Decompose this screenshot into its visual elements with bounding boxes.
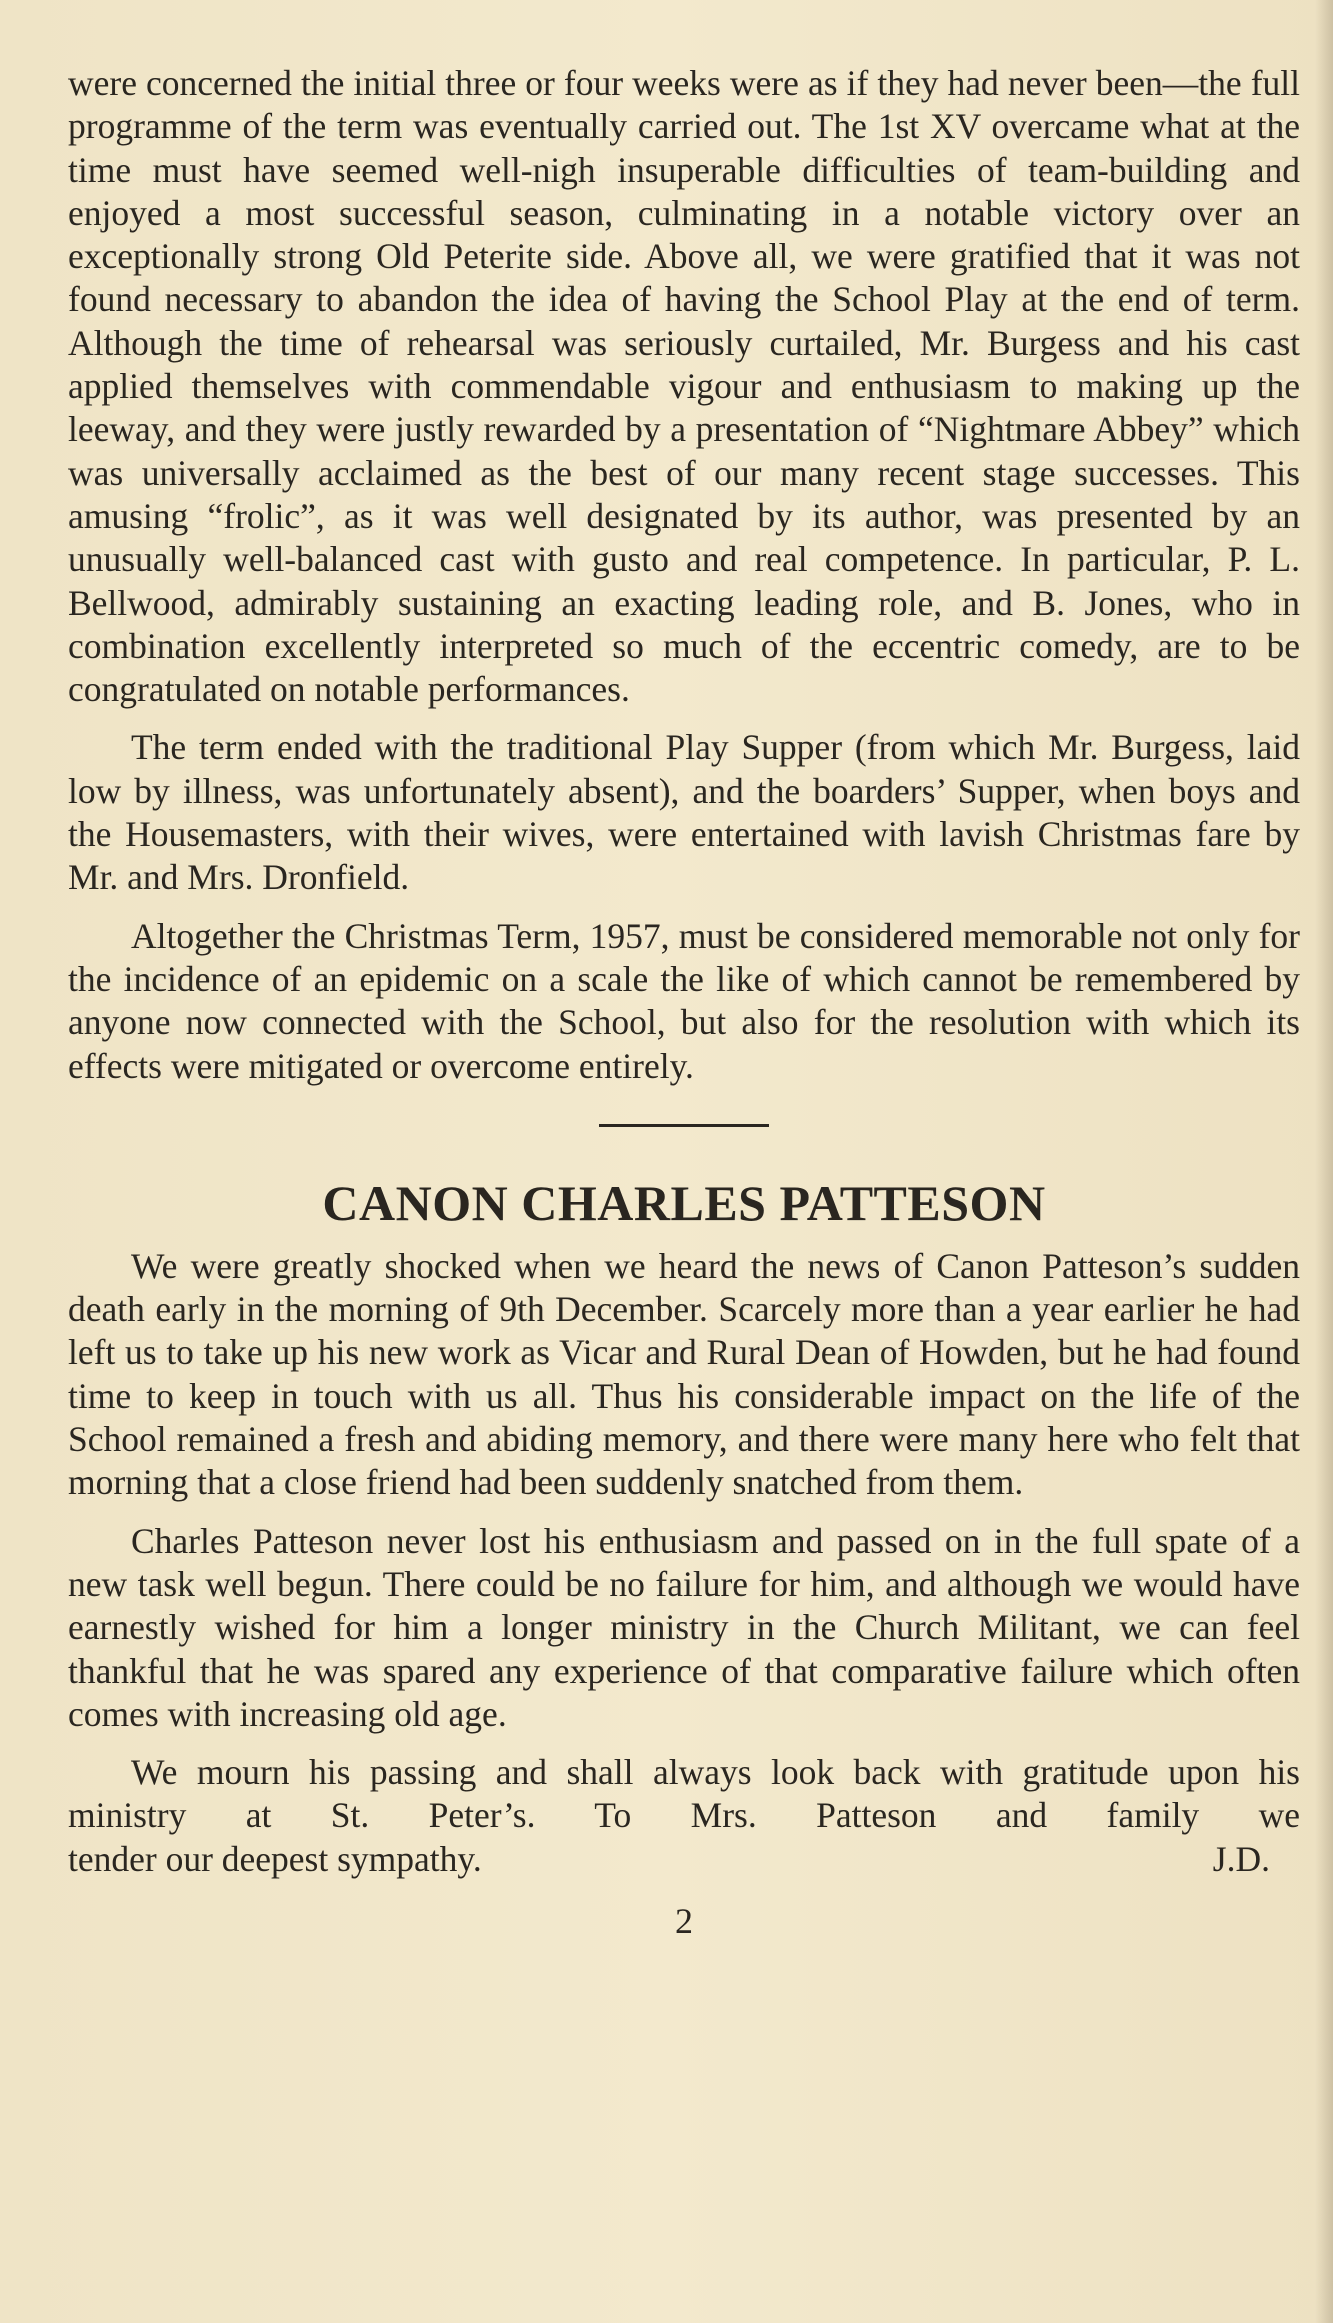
page-number: 2	[675, 1900, 693, 1941]
paragraph-enthusiasm: Charles Patteson never lost his enthusiasm and passed on in the full spate of a new task well begun. There could be no failure for him, and although we would have earnestly wished for him a longer ministry in the Church Militant, we can feel thankful that he was spared any experience of that comparative failure which often comes with increasing old age.	[68, 1520, 1300, 1734]
obituary-section	[68, 1175, 1300, 1881]
obituary-title: CANON CHARLES PATTESON	[322, 1174, 1046, 1231]
paragraph-mourning: We mourn his passing and shall always look back with gratitude upon his ministry at St. Peter’s. To Mrs. Patteson and family we	[68, 1752, 1300, 1836]
term-report-continuation	[68, 62, 1300, 1088]
paragraph-christmas-term: Altogether the Christmas Term, 1957, must be considered memorable not only for the incidence of an epidemic on a scale the like of which cannot be remembered by anyone now connected with the School, but also for the resolution with which its effects were mitigated or overcome entirely.	[68, 915, 1300, 1086]
signature: J.D.	[1212, 1838, 1270, 1879]
page-edge-shadow	[1315, 0, 1333, 2323]
closing-line	[68, 1838, 1300, 1881]
paragraph-news-of-death: We were greatly shocked when we heard the news of Canon Patteson’s sudden death early in the morning of 9th December. Scarcely more than a year earlier he had left us to take up his new work as Vicar and Rural Dean of Howden, but he had found time to keep in touch with us all. Thus his considerable impact on the life of the School remained a fresh and abiding memory, and there were many here who felt that morning that a close friend had been suddenly snatched from them.	[68, 1245, 1300, 1503]
paragraph-continuation: were concerned the initial three or four weeks were as if they had never been—the full programme of the term was eventually carried out. The 1st XV overcame what at the time must have seemed well-nigh insuperable difficulties of team-building and enjoyed a most successful season, culminating in a notable victory over an exceptionally strong Old Peterite side. Above all, we were gratified that it was not found necessary to abandon the idea of having the School Play at the end of term. Although the time of rehearsal was seriously curtailed, Mr. Burgess and his cast applied themselves with commendable vigour and enthusiasm to making up the leeway, and they were justly rewarded by a presentation of “Nightmare Abbey” which was universally acclaimed as the best of our many recent stage successes. This amusing “frolic”, as it was well designated by its author, was presented by an unusually well-balanced cast with gusto and real competence. In particular, P. L. Bellwood, admirably sustaining an exacting leading role, and B. Jones, who in combination excellently interpreted so much of the eccentric comedy, are to be congratulated on notable performances.	[68, 63, 1300, 710]
section-divider	[599, 1124, 769, 1127]
paragraph-play-supper: The term ended with the traditional Play Supper (from which Mr. Burgess, laid low by illness, was unfortunately absent), and the boarders’ Supper, when boys and the Housemasters, with their wives, were entertained with lavish Christmas fare by Mr. and Mrs. Dronfield.	[68, 727, 1300, 898]
page-content	[68, 62, 1300, 1941]
closing-sentence: tender our deepest sympathy.	[68, 1838, 482, 1879]
